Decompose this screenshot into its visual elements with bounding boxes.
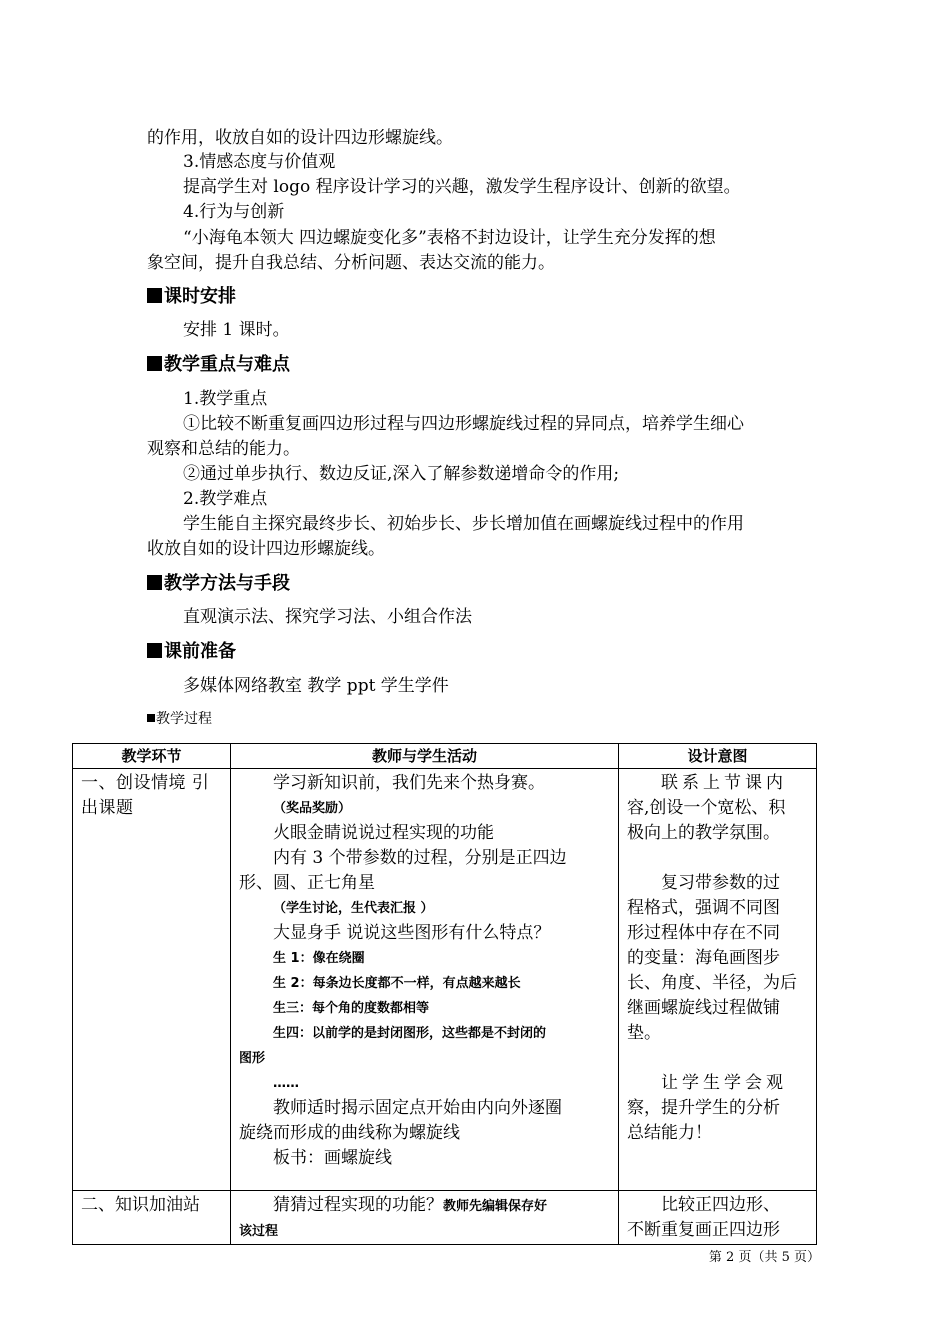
section-heading-preparation: 课前准备	[147, 640, 236, 664]
activity-line: 大显身手 说说这些图形有什么特点？	[273, 923, 551, 943]
square-bullet-icon	[147, 356, 162, 371]
intent-cell	[619, 769, 817, 1191]
activity-line-bold: 生 2：每条边长度都不一样，有点越来越长	[273, 976, 521, 991]
activity-text: 猜猜过程实现的功能？	[273, 1195, 443, 1215]
activity-line: 板书：画螺旋线	[273, 1148, 392, 1168]
intent-line: 察，提升学生的分析	[627, 1098, 780, 1118]
intent-line: 容,创设一个宽松、积	[627, 798, 786, 818]
difficulty-text-cont: 收放自如的设计四边形螺旋线。	[147, 539, 385, 559]
intent-line: 复习带参数的过	[661, 873, 780, 893]
process-table	[72, 743, 817, 1245]
difficulty-text: 学生能自主探究最终步长、初始步长、步长增加值在画螺旋线过程中的作用	[183, 514, 744, 534]
intent-cell	[619, 1191, 817, 1245]
header-intent: 设计意图	[619, 744, 817, 769]
key-point-1: ①比较不断重复画四边形过程与四边形螺旋线过程的异同点，培养学生细心	[183, 414, 744, 434]
activity-line-bold: ……	[273, 1076, 299, 1091]
schedule-text: 安排 1 课时。	[183, 320, 290, 340]
intent-line: 的变量：海龟画图步	[627, 948, 780, 968]
activity-line-bold: 生 1：像在绕圈	[273, 951, 365, 966]
activity-cell	[231, 769, 619, 1191]
activity-line: 形、圆、正七角星	[239, 873, 375, 893]
spacer	[627, 846, 808, 871]
activity-cell	[231, 1191, 619, 1245]
objective-4-title: 4.行为与创新	[183, 202, 285, 222]
activity-line-bold: （学生讨论，生代表汇报 ）	[273, 901, 434, 916]
key-point-1-cont: 观察和总结的能力。	[147, 439, 300, 459]
intent-line: 长、角度、半径，为后	[627, 973, 797, 993]
activity-line: 火眼金睛说说过程实现的功能	[273, 823, 494, 843]
intent-line: 比较正四边形、	[661, 1195, 780, 1215]
section-heading-process: 教学过程	[147, 709, 212, 729]
table-header-row	[73, 744, 817, 769]
stage-label: 一、创设情境 引出课题	[81, 773, 210, 818]
activity-line: 旋绕而形成的曲线称为螺旋线	[239, 1123, 460, 1143]
activity-line-bold: 生四：以前学的是封闭图形，这些都是不封闭的	[273, 1026, 547, 1041]
intro-line: 的作用，收放自如的设计四边形螺旋线。	[147, 128, 453, 148]
intent-line: 程格式，强调不同图	[627, 898, 780, 918]
square-bullet-icon	[147, 575, 162, 590]
intent-line: 不断重复画正四边形	[627, 1220, 780, 1240]
stage-label: 二、知识加油站	[81, 1195, 200, 1215]
page-number: 第 2 页（共 5 页）	[708, 1250, 820, 1265]
objective-3-title: 3.情感态度与价值观	[183, 152, 336, 172]
intent-line: 形过程体中存在不同	[627, 923, 780, 943]
key-points-sub2: 2.教学难点	[183, 489, 268, 509]
activity-text-bold: 教师先编辑保存好	[443, 1199, 548, 1214]
activity-line: 内有 3 个带参数的过程，分别是正四边	[273, 848, 567, 868]
square-bullet-icon	[147, 288, 162, 303]
activity-line	[239, 1193, 612, 1219]
activity-line-bold: 图形	[239, 1051, 266, 1066]
header-activity: 教师与学生活动	[231, 744, 619, 769]
activity-line-bold: 该过程	[239, 1224, 279, 1239]
preparation-text: 多媒体网络教室 教学 ppt 学生学件	[183, 676, 449, 696]
intent-line: 总结能力！	[627, 1123, 712, 1143]
intent-line: 联系上节课内	[661, 773, 787, 793]
objective-3-text: 提高学生对 logo 程序设计学习的兴趣，激发学生程序设计、创新的欲望。	[183, 177, 741, 197]
square-bullet-icon	[147, 714, 155, 722]
intent-line: 极向上的教学氛围。	[627, 823, 780, 843]
table-row	[73, 1191, 817, 1245]
activity-line-bold: 生三：每个角的度数都相等	[273, 1001, 430, 1016]
section-heading-schedule: 课时安排	[147, 285, 236, 309]
objective-4-text: “小海龟本领大 四边螺旋变化多”表格不封边设计，让学生充分发挥的想	[183, 228, 716, 248]
key-points-sub1: 1.教学重点	[183, 389, 268, 409]
square-bullet-icon	[147, 643, 162, 658]
intent-line: 让学生学会观	[661, 1073, 787, 1093]
activity-line-bold: （奖品奖励）	[273, 801, 352, 816]
methods-text: 直观演示法、探究学习法、小组合作法	[183, 607, 472, 627]
section-heading-key-points: 教学重点与难点	[147, 353, 290, 377]
objective-4-text-cont: 象空间，提升自我总结、分析问题、表达交流的能力。	[147, 253, 555, 273]
stage-cell	[73, 1191, 231, 1245]
spacer	[627, 1046, 808, 1071]
key-point-2: ②通过单步执行、数边反证,深入了解参数递增命令的作用;	[183, 464, 620, 484]
intent-line: 垫。	[627, 1023, 661, 1043]
activity-line: 教师适时揭示固定点开始由内向外逐圈	[273, 1098, 562, 1118]
header-stage: 教学环节	[73, 744, 231, 769]
table-row	[73, 769, 817, 1191]
intent-line: 继画螺旋线过程做铺	[627, 998, 780, 1018]
activity-line: 学习新知识前，我们先来个热身赛。	[273, 773, 545, 793]
section-heading-methods: 教学方法与手段	[147, 572, 290, 596]
stage-cell	[73, 769, 231, 1191]
